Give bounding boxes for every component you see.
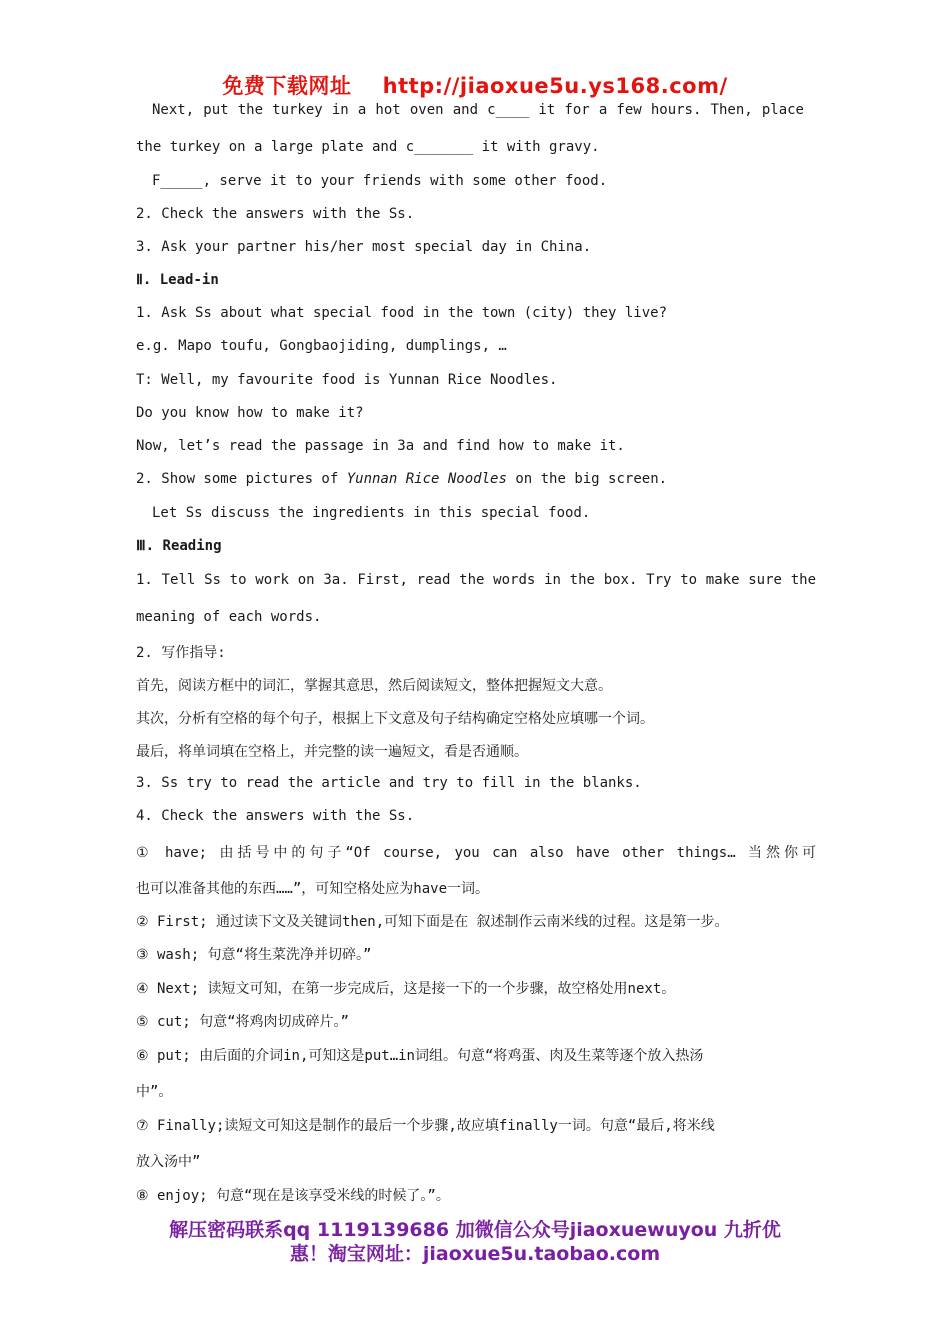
text-line: 其次，分析有空格的每个句子，根据上下文意及句子结构确定空格处应填哪一个词。 [136, 711, 654, 727]
answer-line: 也可以准备其他的东西……”，可知空格处应为have一词。 [136, 881, 489, 897]
text-line: 4. Check the answers with the Ss. [136, 808, 415, 824]
text-line: 1. Ask Ss about what special food in the town (city) they live? [136, 305, 668, 321]
text-line: F_____, serve it to your friends with some other food. [152, 173, 608, 189]
text-line: Next, put the turkey in a hot oven and c____ it for a few hours. Then, place [152, 102, 804, 118]
banner-label: 免费下载网址 [222, 74, 352, 98]
answer-line: ① have; 由括号中的句子“Of course, you can also have other things… 当然你可 [136, 845, 816, 861]
text-segment: 2. Show some pictures of [136, 471, 339, 487]
section-heading: Ⅱ. Lead-in [136, 272, 219, 288]
text-line: Do you know how to make it? [136, 405, 364, 421]
answer-line: ③ wash; 句意“将生菜洗净并切碎。” [136, 947, 372, 963]
answer-line: 放入汤中” [136, 1154, 201, 1170]
contact-line-2[interactable]: 惠！淘宝网址：jiaoxue5u.taobao.com [289, 1243, 661, 1265]
banner-url[interactable]: http://jiaoxue5u.ys168.com/ [382, 74, 728, 98]
text-line: 2. 写作指导: [136, 645, 226, 661]
text-line: 1. Tell Ss to work on 3a. First, read the words in the box. Try to make sure the [136, 572, 816, 588]
text-line: e.g. Mapo toufu, Gongbaojiding, dumplings, … [136, 338, 507, 354]
text-line: 3. Ask your partner his/her most special day in China. [136, 239, 592, 255]
text-line: T: Well, my favourite food is Yunnan Rice Noodles. [136, 372, 558, 388]
text-line: Now, let’s read the passage in 3a and find how to make it. [136, 438, 625, 454]
text-segment: on the big screen. [515, 471, 668, 487]
answer-line: ② First; 通过读下文及关键词then,可知下面是在 叙述制作云南米线的过程。这是第一步。 [136, 914, 729, 930]
answer-line: 中”。 [136, 1084, 173, 1100]
answer-line: ⑥ put; 由后面的介词in,可知这是put…in词组。句意“将鸡蛋、肉及生菜等逐个放入热汤 [136, 1048, 704, 1064]
text-line: 2. Check the answers with the Ss. [136, 206, 415, 222]
italic-term: Yunnan Rice Noodles [346, 471, 507, 487]
text-line: meaning of each words. [136, 609, 322, 625]
text-line: 首先，阅读方框中的词汇，掌握其意思，然后阅读短文，整体把握短文大意。 [136, 678, 612, 694]
text-line: Let Ss discuss the ingredients in this special food. [152, 505, 591, 521]
text-line: 3. Ss try to read the article and try to fill in the blanks. [136, 775, 642, 791]
download-banner [0, 70, 950, 100]
contact-line-1: 解压密码联系qq 1119139686 加微信公众号jiaoxuewuyou 九折优 [169, 1219, 781, 1241]
answer-line: ⑧ enjoy; 句意“现在是该享受米线的时候了。”。 [136, 1188, 450, 1204]
section-heading: Ⅲ. Reading [136, 538, 222, 554]
contact-banner [0, 1218, 950, 1266]
text-line: the turkey on a large plate and c_______ it with gravy. [136, 139, 600, 155]
text-line: 最后，将单词填在空格上，并完整的读一遍短文，看是否通顺。 [136, 744, 528, 760]
text-line [136, 471, 667, 487]
answer-line: ⑦ Finally;读短文可知这是制作的最后一个步骤,故应填finally一词。句意“最后,将米线 [136, 1118, 715, 1134]
answer-line: ⑤ cut; 句意“将鸡肉切成碎片。” [136, 1014, 349, 1030]
answer-line: ④ Next; 读短文可知，在第一步完成后，这是接一下的一个步骤，故空格处用next。 [136, 981, 676, 997]
